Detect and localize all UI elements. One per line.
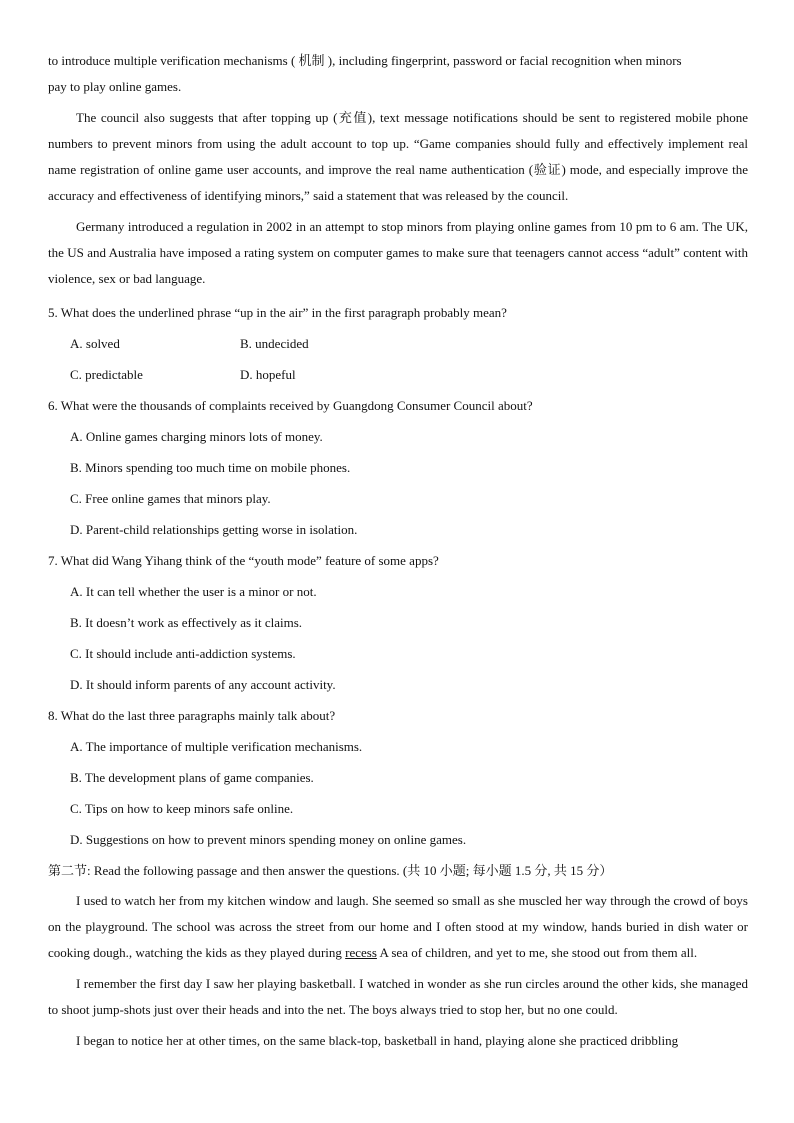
paragraph-line: to introduce multiple verification mechanisms ( 机制 ), including fingerprint, password or facial recognition when minors [48, 53, 682, 68]
option-d: D. It should inform parents of any account activity. [70, 677, 336, 692]
paragraph [48, 888, 748, 966]
option-c: C. Tips on how to keep minors safe online. [70, 801, 294, 816]
option-a: A. It can tell whether the user is a minor or not. [70, 584, 317, 599]
question-stem: 8. What do the last three paragraphs mainly talk about? [48, 708, 336, 723]
section-heading: 第二节: Read the following passage and then answer the questions. (共 10 小题; 每小题 1.5 分, 共 15 分） [48, 863, 613, 878]
underlined-word: recess [345, 945, 377, 960]
option-a: A. solved [70, 336, 120, 351]
paragraph: I began to notice her at other times, on the same black-top, basketball in hand, playing alone she practiced dribbling [76, 1033, 679, 1048]
question-stem: 5. What does the underlined phrase “up in the air” in the first paragraph probably mean? [48, 305, 507, 320]
option-c: C. predictable [70, 367, 143, 382]
paragraph: The council also suggests that after topping up (充值), text message notifications should be sent to registered mobile phone numbers to prevent minors from using the adult account to top up. “Game companies should fully and effectively implement real name registration of online game user accounts, and improve the real name authentication (验证) mode, and especially improve the accuracy and effectiveness of identifying minors,” said a statement that was released by the council. [48, 110, 748, 203]
option-a: A. The importance of multiple verification mechanisms. [70, 739, 363, 754]
option-d: D. Suggestions on how to prevent minors spending money on online games. [70, 832, 467, 847]
option-c: C. Free online games that minors play. [70, 491, 271, 506]
option-c: C. It should include anti-addiction systems. [70, 646, 296, 661]
text-run: I used to watch her from my kitchen window and laugh. She seemed so small as she muscled her way through the crowd of boys on the playground. The school was across the street from our home and I often stood at my window, hands buried in dish water or cooking dough., watching the kids as they played during [48, 893, 748, 960]
option-a: A. Online games charging minors lots of money. [70, 429, 323, 444]
question-stem: 6. What were the thousands of complaints received by Guangdong Consumer Council about? [48, 398, 533, 413]
option-b: B. Minors spending too much time on mobile phones. [70, 460, 351, 475]
text-run: A sea of children, and yet to me, she stood out from them all. [376, 945, 698, 960]
option-row [48, 359, 748, 390]
option-b: B. It doesn’t work as effectively as it claims. [70, 615, 303, 630]
paragraph: Germany introduced a regulation in 2002 in an attempt to stop minors from playing online games from 10 pm to 6 am. The UK, the US and Australia have imposed a rating system on computer games to make sure that teenagers cannot access “adult” content with violence, sex or bad language. [48, 219, 748, 286]
document-page [48, 48, 748, 1059]
option-row [48, 328, 748, 359]
option-d: D. hopeful [240, 367, 296, 382]
option-b: B. undecided [240, 336, 309, 351]
option-d: D. Parent-child relationships getting worse in isolation. [70, 522, 358, 537]
paragraph-line: pay to play online games. [48, 79, 182, 94]
paragraph: I remember the first day I saw her playing basketball. I watched in wonder as she run circles around the other kids, she managed to shoot jump-shots just over their heads and into the net. The boys always tried to stop her, but no one could. [48, 976, 748, 1017]
question-stem: 7. What did Wang Yihang think of the “youth mode” feature of some apps? [48, 553, 439, 568]
option-b: B. The development plans of game companies. [70, 770, 314, 785]
